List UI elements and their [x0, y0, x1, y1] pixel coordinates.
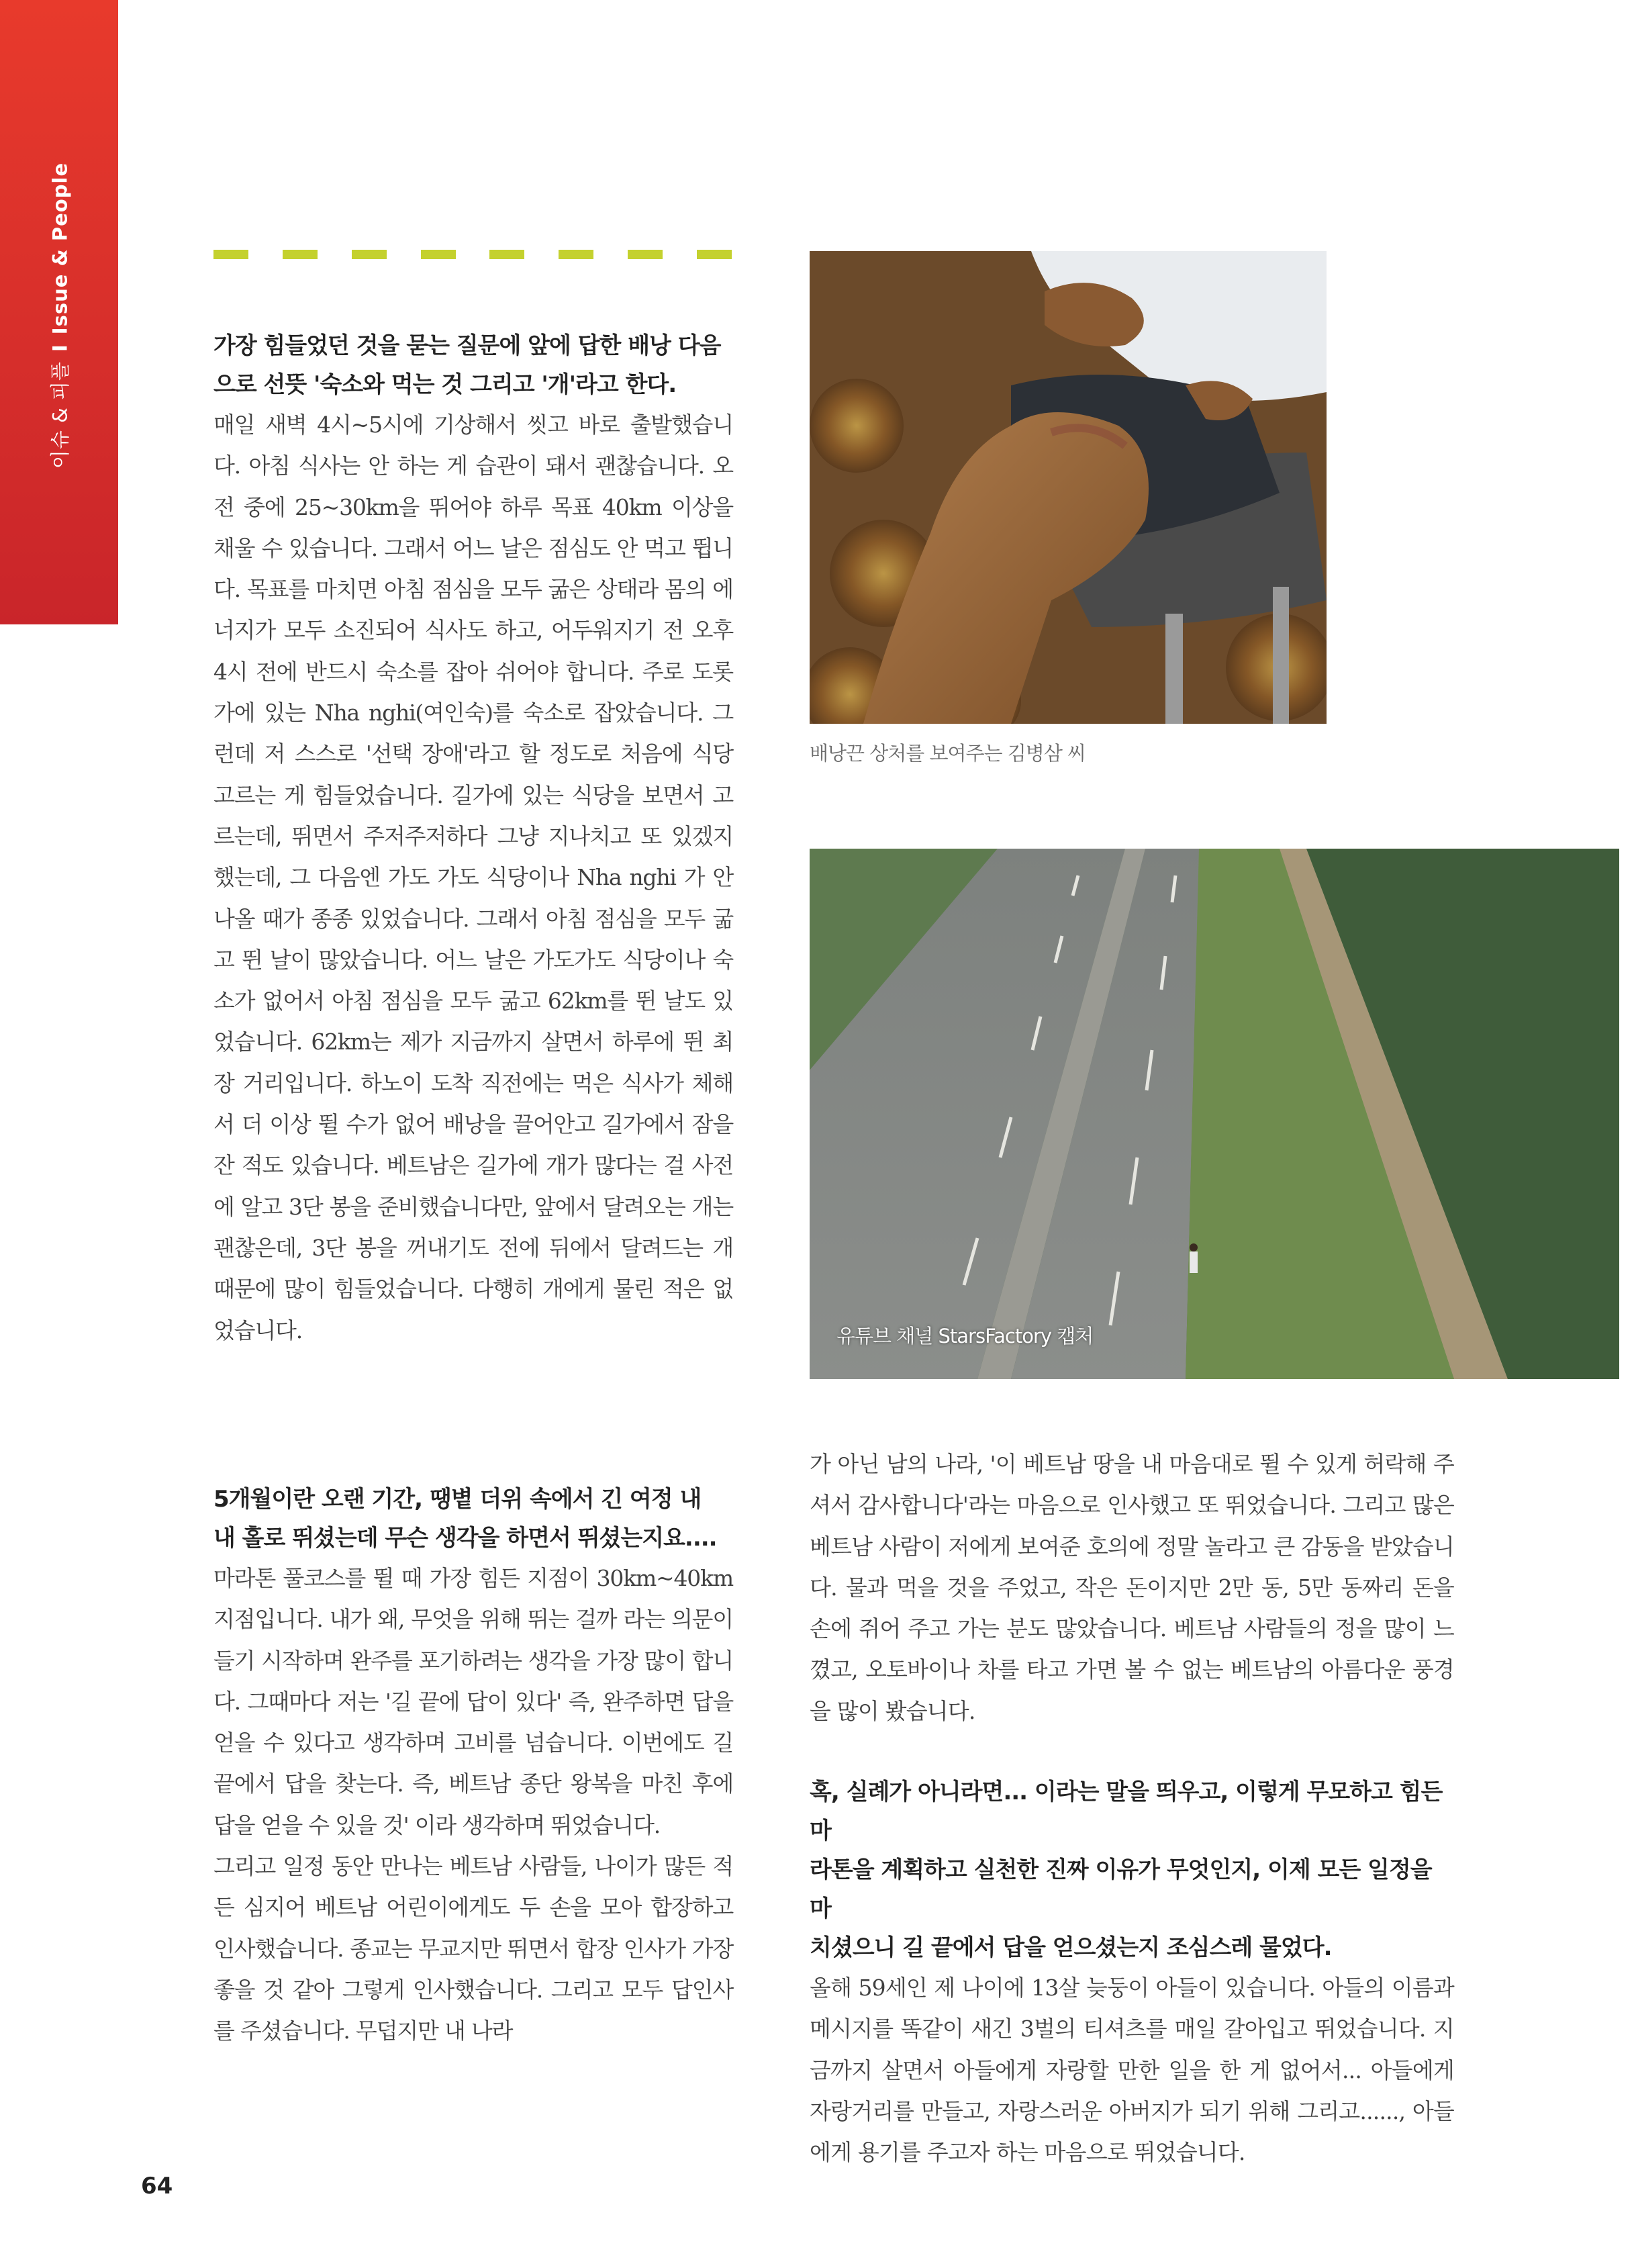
dashed-divider: [213, 250, 732, 259]
interview-answer-2-para-3: 가 아닌 남의 나라, '이 베트남 땅을 내 마음대로 뛸 수 있게 허락해 주셔서 감사합니다'라는 마음으로 인사했고 또 뛰었습니다. 그리고 많은 베트남 사람이 저에게 보여준 호의에 정말 놀라고 큰 감동을 받았습니다. 물과 먹을 것을 주었고, 작은 돈이지만 2만 동, 5만 동짜리 돈을 손에 쥐어 주고 가는 분도 많았습니다. 베트남 사람들의 정을 많이 느꼈고, 오토바이나 차를 타고 가면 볼 수 없는 베트남의 아름다운 풍경을 많이 봤습니다.: [810, 1451, 1454, 1724]
interview-answer-3: 올해 59세인 제 나이에 13살 늦둥이 아들이 있습니다. 아들의 이름과 메시지를 똑같이 새긴 3벌의 티셔츠를 매일 갈아입고 뛰었습니다. 지금까지 살면서 아들에게 자랑할 만한 일을 한 게 없어서... 아들에게 자랑거리를 만들고, 자랑스러운 아버지가 되기 위해 그리고......, 아들에게 용기를 주고자 하는 마음으로 뛰었습니다.: [810, 1975, 1454, 2166]
leg-photo-caption: 배낭끈 상처를 보여주는 김병삼 씨: [810, 742, 1086, 765]
interview-answer-2-para-1: 마라톤 풀코스를 뛸 때 가장 힘든 지점이 30km~40km 지점입니다. 내가 왜, 무엇을 위해 뛰는 걸까 라는 의문이 들기 시작하며 완주를 포기하려는 생각을 가장 많이 합니다. 그때마다 저는 '길 끝에 답이 있다' 즉, 완주하면 답을 얻을 수 있다고 생각하며 고비를 넘습니다. 이번에도 길 끝에서 답을 찾는다. 즉, 베트남 종단 왕복을 마친 후에 답을 얻을 수 있을 것' 이라 생각하며 뛰었습니다.: [213, 1565, 733, 1838]
interview-block-1: [213, 326, 733, 1351]
interview-block-3: [810, 1773, 1454, 2173]
interview-answer-2-para-2: 그리고 일정 동안 만나는 베트남 사람들, 나이가 많든 적든 심지어 베트남 어린이에게도 두 손을 모아 합장하고 인사했습니다. 종교는 무교지만 뛰면서 합장 인사가 가장 좋을 것 같아 그렇게 인사했습니다. 그리고 모두 답인사를 주셨습니다. 무덥지만 내 나라: [213, 1853, 733, 2044]
interview-question-2-line-1: 5개월이란 오랜 기간, 땡볕 더위 속에서 긴 여정 내: [213, 1486, 702, 1513]
section-label: [46, 162, 73, 469]
interview-question-3-line-1: 혹, 실례가 아니라면... 이라는 말을 띄우고, 이렇게 무모하고 힘든 마: [810, 1779, 1443, 1844]
section-label-ko: 이슈 & 피플: [48, 361, 72, 469]
interview-block-2: [213, 1480, 733, 2052]
section-side-tab: [0, 0, 118, 624]
interview-question-3-line-3: 치셨으니 길 끝에서 답을 얻으셨는지 조심스레 물었다.: [810, 1934, 1332, 1961]
section-label-separator: I: [48, 344, 72, 352]
road-photo-caption: 유튜브 채널 StarsFactory 캡처: [836, 1325, 1094, 1348]
section-label-en: Issue & People: [48, 162, 72, 335]
interview-question-1-line-2: 으로 선뜻 '숙소와 먹는 것 그리고 '개'라고 한다.: [213, 371, 677, 398]
interview-question-1-line-1: 가장 힘들었던 것을 묻는 질문에 앞에 답한 배낭 다음: [213, 332, 721, 359]
interview-answer-2-continued: [810, 1444, 1454, 1732]
interview-question-3-line-2: 라톤을 계획하고 실천한 진짜 이유가 무엇인지, 이제 모든 일정을 마: [810, 1856, 1432, 1922]
interview-question-2-line-2: 내 홀로 뛰셨는데 무슨 생각을 하면서 뛰셨는지요....: [213, 1525, 717, 1552]
interview-answer-1: 매일 새벽 4시~5시에 기상해서 씻고 바로 출발했습니다. 아침 식사는 안 하는 게 습관이 돼서 괜찮습니다. 오전 중에 25~30km을 뛰어야 하루 목표 40km 이상을 채울 수 있습니다. 그래서 어느 날은 점심도 안 먹고 뜁니다. 목표를 마치면 아침 점심을 모두 굶은 상태라 몸의 에너지가 모두 소진되어 식사도 하고, 어두워지기 전 오후 4시 전에 반드시 숙소를 잡아 쉬어야 합니다. 주로 도롯가에 있는 Nha nghi(여인숙)를 숙소로 잡았습니다. 그런데 저 스스로 '선택 장애'라고 할 정도로 처음에 식당 고르는 게 힘들었습니다. 길가에 있는 식당을 보면서 고르는데, 뛰면서 주저주저하다 그냥 지나치고 또 있겠지 했는데, 그 다음엔 가도 가도 식당이나 Nha nghi 가 안 나올 때가 종종 있었습니다. 그래서 아침 점심을 모두 굶고 뛴 날이 많았습니다. 어느 날은 가도가도 식당이나 숙소가 없어서 아침 점심을 모두 굶고 62km를 뛴 날도 있었습니다. 62km는 제가 지금까지 살면서 하루에 뛴 최장 거리입니다. 하노이 도착 직전에는 먹은 식사가 체해서 더 이상 뛸 수가 없어 배낭을 끌어안고 길가에서 잠을 잔 적도 있습니다. 베트남은 길가에 개가 많다는 걸 사전에 알고 3단 봉을 준비했습니다만, 앞에서 달려오는 개는 괜찮은데, 3단 봉을 꺼내기도 전에 뒤에서 달려드는 개 때문에 많이 힘들었습니다. 다행히 개에게 물린 적은 없었습니다.: [213, 412, 733, 1343]
leg-injury-photo: [810, 251, 1327, 724]
page-number: 64: [141, 2173, 173, 2200]
highway-photo: [810, 849, 1619, 1379]
